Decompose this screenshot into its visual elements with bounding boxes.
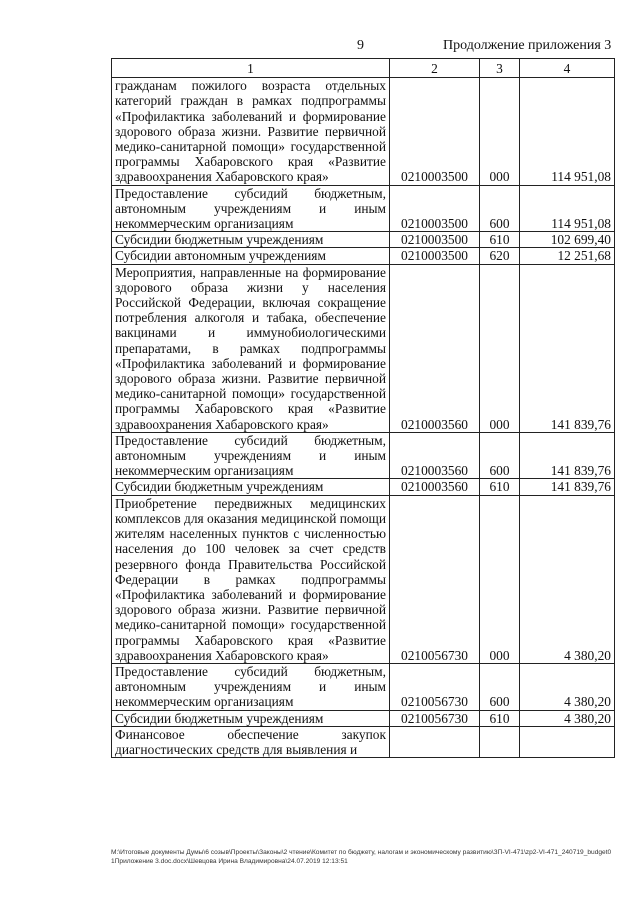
row-expense-type: 620 xyxy=(480,248,520,264)
row-expense-type: 000 xyxy=(480,78,520,185)
column-header-4: 4 xyxy=(520,59,615,78)
row-amount: 141 839,76 xyxy=(520,264,615,432)
table-row xyxy=(112,726,615,757)
row-description: Финансовое обеспечение закупок диагностических средств для выявления и xyxy=(112,726,390,757)
row-target-code xyxy=(390,726,480,757)
row-expense-type: 000 xyxy=(480,264,520,432)
row-description: Мероприятия, направленные на формирование здорового образа жизни у населения Российской Федерации, включая сокращение потребления алкоголя и табака, обеспечение вакцинами и иммунобиологическими препаратами, в рамках подпрограммы «Профилактика заболеваний и формирование здорового образа жизни. Развитие первичной медико-санитарной помощи» государственной программы Хабаровского края «Развитие здравоохранения Хабаровского края» xyxy=(112,264,390,432)
row-description: Субсидии бюджетным учреждениям xyxy=(112,710,390,726)
table-row xyxy=(112,479,615,495)
row-description: Предоставление субсидий бюджетным, автономным учреждениям и иным некоммерческим организациям xyxy=(112,185,390,232)
file-path-footer: М:\Итоговые документы Думы\6 созыв\Проекты\Законы\2 чтение\Комитет по бюджету, налогам и экономическому развитию\ЗП-VI-471\zp2-VI-471_240719_budget01Приложение 3.doc.docx\Шевцова Ирина Владимировна\24.07.2019 12:13:51 xyxy=(111,849,612,865)
table-row xyxy=(112,710,615,726)
row-amount: 141 839,76 xyxy=(520,432,615,479)
row-expense-type xyxy=(480,726,520,757)
row-amount xyxy=(520,726,615,757)
table-row xyxy=(112,248,615,264)
row-description: Приобретение передвижных медицинских комплексов для оказания медицинской помощи жителям населенных пунктов с численностью населения до 100 человек за счет средств резервного фонда Правительства Российской Федерации в рамках подпрограммы «Профилактика заболеваний и формирование здорового образа жизни. Развитие первичной медико-санитарной помощи» государственной программы Хабаровского края «Развитие здравоохранения Хабаровского края» xyxy=(112,495,390,663)
row-amount: 12 251,68 xyxy=(520,248,615,264)
row-target-code: 0210056730 xyxy=(390,710,480,726)
row-target-code: 0210003500 xyxy=(390,248,480,264)
row-amount: 4 380,20 xyxy=(520,710,615,726)
row-target-code: 0210056730 xyxy=(390,663,480,710)
budget-table xyxy=(111,58,615,758)
row-target-code: 0210056730 xyxy=(390,495,480,663)
table-row xyxy=(112,185,615,232)
row-target-code: 0210003560 xyxy=(390,479,480,495)
row-description: Предоставление субсидий бюджетным, автономным учреждениям и иным некоммерческим организациям xyxy=(112,663,390,710)
row-target-code: 0210003500 xyxy=(390,78,480,185)
table-header-row xyxy=(112,59,615,78)
row-expense-type: 600 xyxy=(480,663,520,710)
page-number: 9 xyxy=(357,38,364,53)
row-expense-type: 610 xyxy=(480,479,520,495)
row-target-code: 0210003560 xyxy=(390,264,480,432)
row-target-code: 0210003560 xyxy=(390,432,480,479)
column-header-2: 2 xyxy=(390,59,480,78)
row-target-code: 0210003500 xyxy=(390,232,480,248)
row-description: Предоставление субсидий бюджетным, автономным учреждениям и иным некоммерческим организациям xyxy=(112,432,390,479)
row-expense-type: 610 xyxy=(480,232,520,248)
row-amount: 114 951,08 xyxy=(520,78,615,185)
row-expense-type: 610 xyxy=(480,710,520,726)
row-amount: 114 951,08 xyxy=(520,185,615,232)
row-amount: 4 380,20 xyxy=(520,663,615,710)
table-row xyxy=(112,78,615,185)
row-expense-type: 600 xyxy=(480,432,520,479)
row-amount: 4 380,20 xyxy=(520,495,615,663)
table-row xyxy=(112,663,615,710)
row-description: Субсидии автономным учреждениям xyxy=(112,248,390,264)
table-row xyxy=(112,232,615,248)
row-target-code: 0210003500 xyxy=(390,185,480,232)
table-row xyxy=(112,495,615,663)
column-header-3: 3 xyxy=(480,59,520,78)
table-row xyxy=(112,432,615,479)
row-expense-type: 000 xyxy=(480,495,520,663)
row-description: Субсидии бюджетным учреждениям xyxy=(112,232,390,248)
row-amount: 102 699,40 xyxy=(520,232,615,248)
column-header-1: 1 xyxy=(112,59,390,78)
row-amount: 141 839,76 xyxy=(520,479,615,495)
table-row xyxy=(112,264,615,432)
continuation-label: Продолжение приложения 3 xyxy=(443,38,612,53)
row-description: гражданам пожилого возраста отдельных категорий граждан в рамках подпрограммы «Профилактика заболеваний и формирование здорового образа жизни. Развитие первичной медико-санитарной помощи» государственной программы Хабаровского края «Развитие здравоохранения Хабаровского края» xyxy=(112,78,390,185)
row-description: Субсидии бюджетным учреждениям xyxy=(112,479,390,495)
row-expense-type: 600 xyxy=(480,185,520,232)
